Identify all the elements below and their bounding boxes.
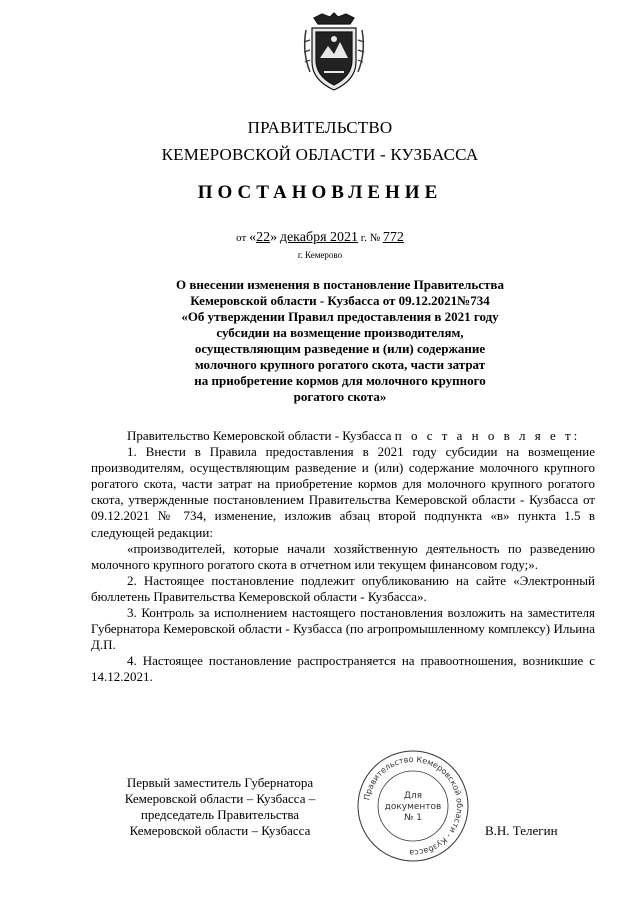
title-line: рогатого скота» — [293, 389, 387, 404]
document-number: 772 — [382, 230, 404, 245]
coat-of-arms-icon — [300, 12, 368, 92]
date-day: 22 — [256, 230, 271, 245]
official-stamp — [355, 748, 471, 864]
signatory-line: председатель Правительства — [140, 807, 300, 822]
document-date-number — [0, 230, 640, 246]
date-month-year: декабря 2021 — [279, 230, 359, 245]
title-line: осуществляющим разведение и (или) содержание — [194, 341, 486, 356]
number-label: № — [369, 232, 381, 244]
stamp-ring-text: Правительство Кемеровской области - Кузбасса — [362, 754, 465, 858]
signatory-line: Первый заместитель Губернатора — [126, 775, 314, 790]
org-title-line1: ПРАВИТЕЛЬСТВО — [247, 118, 393, 137]
title-line: «Об утверждении Правил предоставления в 2021 году — [181, 309, 499, 324]
title-line: молочного крупного рогатого скота, части затрат — [194, 357, 486, 372]
document-type: ПОСТАНОВЛЕНИЕ — [197, 182, 443, 203]
date-quote-open: « — [249, 230, 257, 245]
signatory-line: Кемеровской области – Кузбасса – — [124, 791, 316, 806]
signatory-name: В.Н. Телегин — [485, 823, 558, 838]
stamp-center-line: Для — [403, 791, 423, 801]
paragraph-4: 4. Настоящее постановление распространяется на правоотношения, возникшие с 14.12.2021. — [91, 653, 595, 685]
signatory-position — [100, 775, 340, 839]
paragraph-1: 1. Внести в Правила предоставления в 2021 году субсидии на возмещение производителям, осуществляющим разведение и (или) содержание молочного крупного рогатого скота, части затрат на приобретение кормов для молочного крупного рогатого скота, утвержденные постановлением Правительства Кемеровской области - Кузбасса от 09.12.2021 № 734, изменение, изложив абзац второй подпункта «в» пункта 1.5 в следующей редакции: — [91, 444, 595, 540]
intro-verb: п о с т а н о в л я е т: — [394, 428, 581, 443]
intro-text: Правительство Кемеровской области - Кузбасса — [127, 428, 392, 443]
intro-paragraph — [91, 428, 595, 444]
stamp-center-line: документов — [384, 802, 442, 812]
date-year-suffix: г. — [360, 232, 367, 244]
stamp-center-line: № 1 — [404, 813, 422, 823]
title-line: Кемеровской области - Кузбасса от 09.12.2021№734 — [190, 293, 490, 308]
org-title-line2: КЕМЕРОВСКОЙ ОБЛАСТИ - КУЗБАССА — [161, 145, 479, 164]
quoted-paragraph: «производителей, которые начали хозяйственную деятельность по разведению молочного крупного рогатого скота в отчетном или текущем финансовом году;». — [91, 540, 595, 572]
paragraph-3: 3. Контроль за исполнением настоящего постановления возложить на заместителя Губернатора Кемеровской области - Кузбасса (по агропромышленному комплексу) Ильина Д.П. — [91, 605, 595, 653]
date-quote-close: » — [270, 230, 278, 245]
signatory-line: Кемеровской области – Кузбасса — [129, 823, 311, 838]
date-prefix: от — [236, 232, 247, 244]
paragraph-2: 2. Настоящее постановление подлежит опубликованию на сайте «Электронный бюллетень Правительства Кемеровской области - Кузбасса». — [91, 572, 595, 604]
document-body — [91, 428, 595, 686]
document-title — [150, 277, 530, 405]
title-line: О внесении изменения в постановление Правительства — [176, 277, 504, 292]
title-line: субсидии на возмещение производителям, — [216, 325, 464, 340]
title-line: на приобретение кормов для молочного крупного — [194, 373, 486, 388]
document-city: г. Кемерово — [297, 250, 343, 260]
